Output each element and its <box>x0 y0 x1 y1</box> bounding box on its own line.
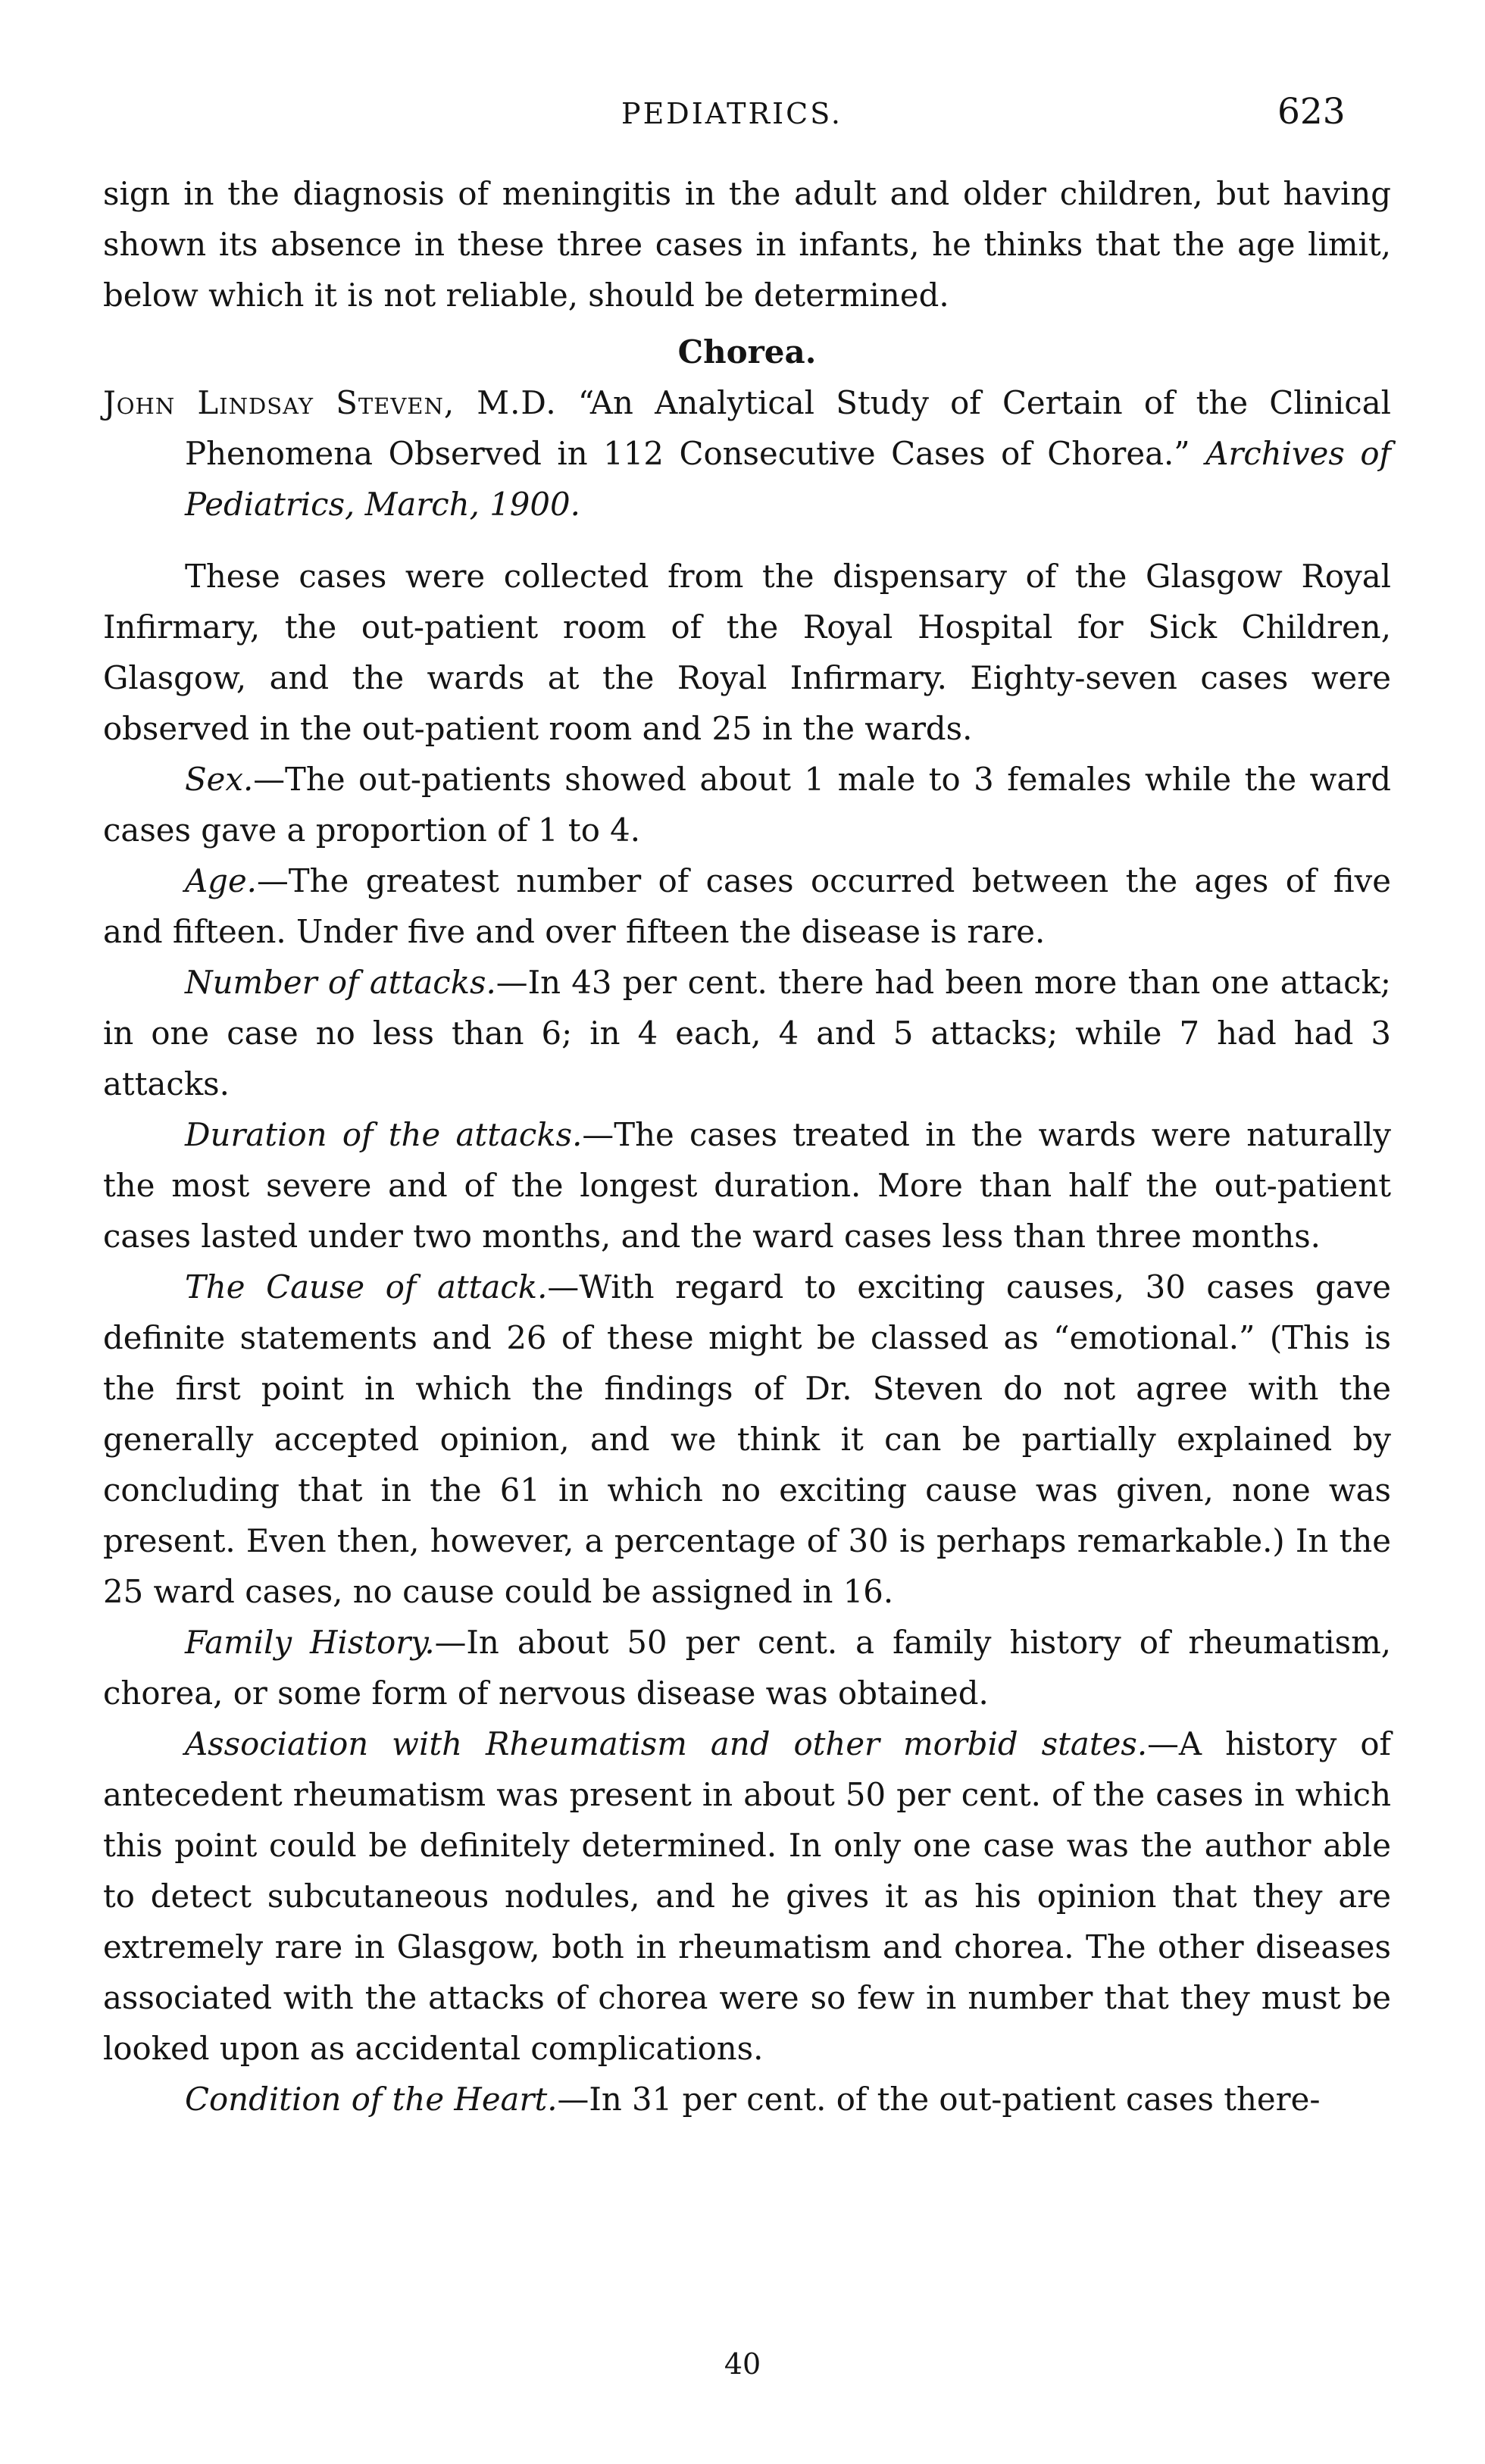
paragraph-label: Number of attacks. <box>185 964 496 1001</box>
paragraph-heart <box>103 2074 1391 2125</box>
paragraph-text: —In about 50 per cent. a family history of rheumatism, chorea, or some form of nervous disease was obtained. <box>103 1624 1392 1712</box>
paragraph-family-history <box>103 1617 1391 1718</box>
paragraph-age <box>103 855 1391 957</box>
paragraph-collection <box>103 551 1391 754</box>
citation <box>103 377 1391 530</box>
citation-title: “An Analytical Study of Certain of the Clinical Phenomena Observed in 112 Consecutive Cases of Chorea.” <box>185 384 1391 472</box>
paragraph-cause <box>103 1262 1391 1617</box>
paragraph-text: —A history of antecedent rheumatism was present in about 50 per cent. of the cases in which this point could be definitely determined. In only one case was the author able to detect subcutaneous nodules, and he gives it as his opinion that they are extremely rare in Glasgow, both in rheumatism and chorea. The other diseases associated with the attacks of chorea were so few in number that they must be looked upon as accidental complications. <box>103 1725 1391 2067</box>
paragraph-association <box>103 1718 1391 2074</box>
page-header <box>0 91 1485 142</box>
paragraph-text: —The greatest number of cases occurred between the ages of five and fifteen. Under five and over fifteen the disease is rare. <box>103 862 1391 950</box>
paragraph-text: These cases were collected from the dispensary of the Glasgow Royal Infirmary, the out-patient room of the Royal Hospital for Sick Children, Glasgow, and the wards at the Royal Infirmary. Eighty-seven cases were observed in the out-patient room and 25 in the wards. <box>103 558 1391 747</box>
page-number: 623 <box>1277 91 1346 133</box>
paragraph-label: Family History. <box>185 1624 435 1661</box>
paragraph-duration <box>103 1109 1391 1262</box>
intro-paragraph: sign in the diagnosis of meningitis in the adult and older children, but having shown its absence in these three cases in infants, he thinks that the age limit, below which it is not reliable, should be determined. <box>103 175 1391 314</box>
page-body <box>103 168 1391 2125</box>
running-head: PEDIATRICS. <box>621 97 843 130</box>
paragraph-text: —With regard to exciting causes, 30 cases gave definite statements and 26 of these might be classed as “emotional.” (This is the first point in which the findings of Dr. Steven do not agree with the generally accepted opinion, and we think it can be partially explained by concluding that in the 61 in which no exciting cause was given, none was present. Even then, however, a percentage of 30 is perhaps remarkable.) In the 25 ward cases, no cause could be assigned in 16. <box>103 1268 1392 1610</box>
paragraph-sex <box>103 754 1391 855</box>
paragraph-text: —In 31 per cent. of the out-patient cases there- <box>557 2081 1321 2118</box>
paragraph-label: The Cause of attack. <box>185 1268 548 1305</box>
paragraph-number-of-attacks <box>103 957 1391 1109</box>
paragraph-text: —The cases treated in the wards were naturally the most severe and of the longest duration. More than half the out-patient cases lasted under two months, and the ward cases less than three months. <box>103 1116 1392 1255</box>
paragraph-label: Sex. <box>185 761 254 798</box>
signature-mark: 40 <box>724 2347 761 2381</box>
paragraph-text: —The out-patients showed about 1 male to 3 females while the ward cases gave a proportion of 1 to 4. <box>103 761 1391 849</box>
paragraph-label: Age. <box>185 862 257 899</box>
paragraph-label: Duration of the attacks. <box>185 1116 583 1153</box>
paragraph-label: Condition of the Heart. <box>185 2081 558 2118</box>
paragraph-label: Association with Rheumatism and other morbid states. <box>185 1725 1148 1762</box>
citation-author: John Lindsay Steven, M.D. <box>103 384 557 421</box>
citation-source: Archives of Pediatrics, March, 1900. <box>185 435 1391 523</box>
section-heading: Chorea. <box>677 333 817 371</box>
paragraph-text: —In 43 per cent. there had been more than one attack; in one case no less than 6; in 4 each, 4 and 5 attacks; while 7 had had 3 attacks. <box>103 964 1391 1102</box>
